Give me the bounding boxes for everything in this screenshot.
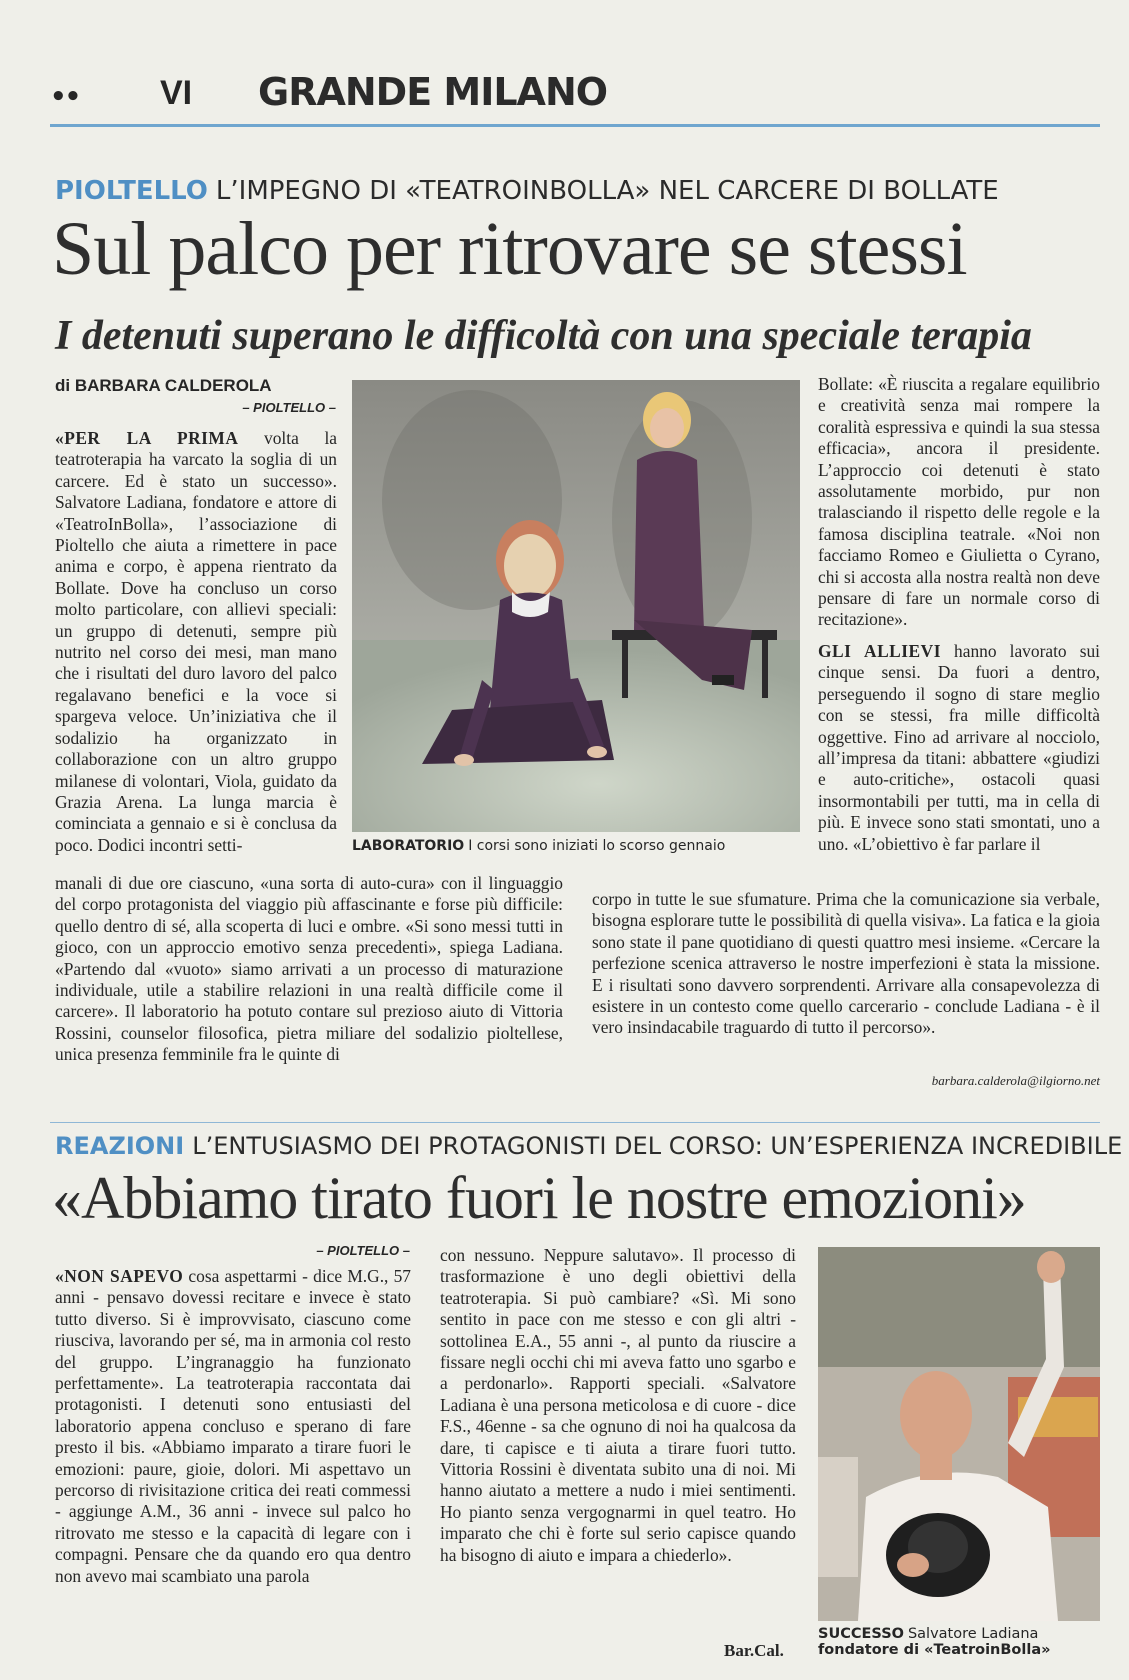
article2-col2: con nessuno. Neppure salutavo». Il processo di trasformazione è uno degli obiettivi della teatroterapia. Si può cambiare? «Sì. Mi sono sentito in pace con me stesso e con gli altri - sottolinea E.A., 55 anni -, al punto da riuscire a fissare negli occhi chi mi aveva fatto uno sgarbo e a perdonarlo». Rapporti speciali. «Salvatore Ladiana è una persona meticolosa e di cuore - dice F.S., 46enne - sa che ognuno di noi ha qualcosa da dare, ti capisce e ti aiuta a tirare fuori tutto. Vittoria Rossini è diventata subito una di noi. Mi hanno aiutato a mettere a nudo i miei sentimenti. Ho pianto senza vergognarmi in quel teatro. Ho imparato che chi è forte sul serio capisce quando ha bisogno di aiuto e impara a chiederlo». — [440, 1245, 796, 1565]
article2-headline: «Abbiamo tirato fuori le nostre emozioni» — [52, 1165, 1026, 1231]
article1-caption-text: I corsi sono iniziati lo scorso gennaio — [468, 838, 726, 854]
theatre-photo-image — [352, 380, 800, 832]
article1-bottom-right: corpo in tutte le sue sfumature. Prima che la comunicazione sia verbale, bisogna esplorare tutte le possibilità di quella visiva». La fatica e la gioia sono state il pane quotidiano di questi quattro mesi insieme. «Cercare la perfezione scenica attraverso le nostre imperfezioni è stata la missione. E i risultati sono davvero sorprendenti. Arrivare alla consapevolezza di esistere in un contesto come quello carcerario - conclude Ladiana - è il vero insindacabile traguardo di tutto il percorso». — [592, 889, 1100, 1038]
article1-col1-text: volta la teatroterapia ha varcato la soglia di un carcere. Ed è stato un successo». Salvatore Ladiana, fondatore e attore di «TeatroInBolla», l’associazione di Pioltello che aiuta a rimettere in pace anima e corpo, è appena rientrato da Bollate. Dove ha concluso un corso molto particolare, con allievi speciali: un gruppo di detenuti, sempre più nutrito nel corso dei mesi, man mano che i risultati del duro lavoro del palco regalavano benefici e la voce si spargeva veloce. Un’iniziativa che il sodalizio ha organizzato in collaborazione con un altro gruppo milanese di volontari, Viola, guidato da Grazia Arena. La lunga marcia è cominciata a gennaio e si è conclusa da poco. Dodici incontri setti- — [55, 428, 337, 855]
article2-rule — [50, 1122, 1100, 1123]
article1-subhead: I detenuti superano le difficoltà con una speciale terapia — [55, 313, 1032, 359]
article1-col3-lead: GLI ALLIEVI — [818, 640, 941, 661]
article2-caption — [818, 1626, 1050, 1658]
article1-lead: «PER LA PRIMA — [55, 428, 239, 448]
section-title: GRANDE MILANO — [258, 70, 608, 114]
article1-tag: PIOLTELLO — [55, 176, 208, 206]
portrait-photo-image — [818, 1247, 1100, 1621]
article1-col3-p1: Bollate: «È riuscita a regalare equilibrio e creatività senza mai rompere la coralità espressiva e quindi la sua stessa efficacia», ancora il presidente. L’approccio coi detenuti è stato assolutamente morbido, pur non tralasciando il rispetto delle regole e la famosa disciplina teatrale. «Noi non facciamo Romeo e Giulietta o Cyrano, chi si accosta alla nostra realtà non deve pensare di fare un normale corso di recitazione». — [818, 374, 1100, 630]
article1-col3-p2: hanno lavorato sui cinque sensi. Da fuori a dentro, perseguendo il sogno di stare meglio con se stessi, fra mille difficoltà oggettive. Fino ad arrivare al nocciolo, all’impresa da titani: abbattere «giudizi e auto-critiche», ostacoli quasi insormontabili per tutti, ma in cella di più. E invece sono stati smontati, uno a uno. «L’obiettivo è far parlare il — [818, 640, 1100, 854]
article1-dateline: – PIOLTELLO – — [242, 400, 336, 415]
article2-col1-text: cosa aspettarmi - dice M.G., 57 anni - pensavo dovessi recitare e invece è stato tutto diverso. Si è improvvisato, ciascuno come riusciva, lavorando per sé, ma in armonia col resto del gruppo. L’ingranaggio ha funzionato perfettamente». La teatroterapia raccontata dai protagonisti. I detenuti sono entusiasti del laboratorio appena concluso e sperano di fare presto il bis. «Abbiamo imparato a tirare fuori le emozioni: paure, gioie, dolori. Mi aspettavo un percorso di rivisitazione critica dei reati commessi - aggiunge A.M., 36 anni - invece sul palco ho ritrovato me stesso e la capacità di legare con i compagni. Pensare che da quando ero qua dentro non avevo mai scambiato una parola — [55, 1266, 411, 1586]
article2-lead: «NON SAPEVO — [55, 1266, 184, 1286]
article1-kicker — [55, 176, 999, 206]
masthead-dots: •• — [50, 82, 80, 112]
masthead-rule — [50, 124, 1100, 127]
paragraph-gap — [818, 631, 1100, 641]
article2-caption-tag: SUCCESSO — [818, 1626, 904, 1642]
article2-kicker — [55, 1132, 1122, 1160]
article1-caption-tag: LABORATORIO — [352, 838, 465, 854]
page-number: VI — [160, 74, 193, 112]
article1-byline: di BARBARA CALDEROLA — [55, 376, 272, 395]
article2-caption-line1: Salvatore Ladiana — [907, 1626, 1039, 1642]
article1-bottom-left: manali di due ore ciascuno, «una sorta di auto-cura» con il linguaggio del corpo protagonista del viaggio più affascinante e forse più difficile: quello dentro di sé, alla scoperta di luci e ombre. «Si sono messi tutti in gioco, con un approccio emotivo senza precedenti», spiega Ladiana. «Partendo dal «vuoto» siamo arrivati a un processo di maturazione individuale, utile a stabilire relazioni in una realtà difficile come il carcere». Il laboratorio ha potuto contare sul prezioso aiuto di Vittoria Rossini, counselor filosofica, pietra miliare del sodalizio pioltellese, unica presenza femminile fra le quinte di — [55, 873, 563, 1065]
article2-kicker-text: L’ENTUSIASMO DEI PROTAGONISTI DEL CORSO: UN’ESPERIENZA INCREDIBILE — [192, 1132, 1123, 1160]
article2-signature: Bar.Cal. — [724, 1641, 784, 1660]
article1-caption — [352, 838, 725, 854]
article2-photo — [818, 1247, 1100, 1621]
article1-col3 — [818, 374, 1100, 855]
article2-col1 — [55, 1266, 411, 1587]
author-email: barbara.calderola@ilgiorno.net — [931, 1073, 1100, 1088]
article2-tag: REAZIONI — [55, 1132, 185, 1160]
article1-col1 — [55, 428, 337, 856]
article2-caption-line2: fondatore di «TeatroinBolla» — [818, 1642, 1051, 1658]
article1-photo — [352, 380, 800, 832]
article1-kicker-text: L’IMPEGNO DI «TEATROINBOLLA» NEL CARCERE DI BOLLATE — [215, 176, 999, 206]
article1-headline: Sul palco per ritrovare se stessi — [52, 207, 967, 291]
article2-dateline: – PIOLTELLO – — [316, 1243, 410, 1258]
